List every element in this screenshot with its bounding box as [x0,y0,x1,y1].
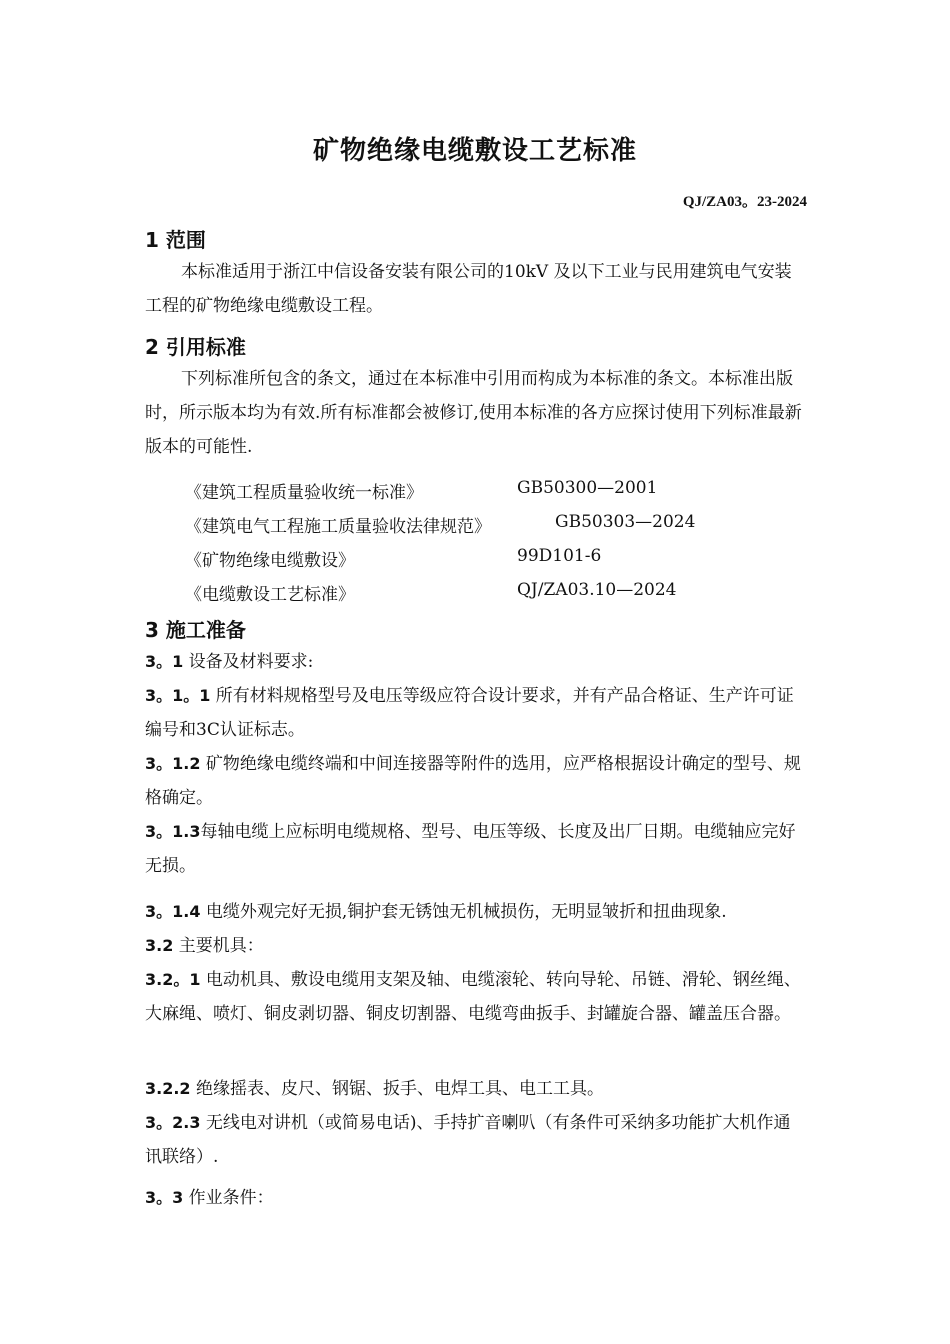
clause-number: 3。1.2 [145,754,201,773]
clause-text: 电动机具、敷设电缆用支架及轴、电缆滚轮、转向导轮、吊链、滑轮、钢丝绳、大麻绳、喷灯、铜皮剥切器、铜皮切割器、电缆弯曲扳手、封罐旋合器、罐盖压合器。 [145,970,801,1024]
clause-text: 所有材料规格型号及电压等级应符合设计要求，并有产品合格证、生产许可证编号和3C认证标志。 [145,686,794,740]
clause-number: 3。1。1 [145,686,211,705]
clause-number: 3。1 [145,652,184,671]
clause [145,679,807,747]
clause [145,895,807,929]
reference-name: 《矿物绝缘电缆敷设》 [185,551,355,571]
reference-code: QJ/ZA03.10—2024 [517,580,677,600]
reference-name: 《建筑工程质量验收统一标准》 [185,483,423,503]
clause [145,747,807,815]
clause-number: 3.2.2 [145,1079,191,1098]
clause-text: 主要机具： [173,936,264,956]
clause-text: 电缆外观完好无损,铜护套无锈蚀无机械损伤，无明显皱折和扭曲现象. [200,902,727,922]
reference-code: GB50303—2024 [555,512,696,532]
clause-text: 无线电对讲机（或简易电话)、手持扩音喇叭（有条件可采纳多功能扩大机作通讯联络）. [145,1113,791,1167]
clause [145,963,807,1031]
clause-text: 作业条件： [183,1188,274,1208]
clause-number: 3。2.3 [145,1113,201,1132]
section-heading-scope: 1 范围 [145,228,206,252]
section-heading-preparation: 3 施工准备 [145,618,246,642]
clause [145,645,807,679]
clause [145,929,807,963]
section-body-scope: 本标准适用于浙江中信设备安装有限公司的10kV 及以下工业与民用建筑电气安装工程的矿物绝缘电缆敷设工程。 [145,262,792,316]
clause-number: 3.2 [145,936,174,955]
clause [145,1072,807,1106]
reference-name: 《电缆敷设工艺标准》 [185,585,355,605]
reference-name: 《建筑电气工程施工质量验收法律规范》 [185,517,491,537]
clause-text: 设备及材料要求: [183,652,314,672]
clause [145,1181,807,1215]
document-code: QJ/ZA03。23-2024 [682,194,807,210]
clause-text: 绝缘摇表、皮尺、钢锯、扳手、电焊工具、电工工具。 [190,1079,604,1099]
reference-code: 99D101-6 [517,546,602,566]
clause-number: 3。1.4 [145,902,201,921]
reference-code: GB50300—2001 [517,478,658,498]
clause-text: 矿物绝缘电缆终端和中间连接器等附件的选用，应严格根据设计确定的型号、规格确定。 [145,754,801,808]
document-title: 矿物绝缘电缆敷设工艺标准 [312,136,637,166]
clause [145,1106,807,1174]
clause-number: 3。1.3 [145,822,201,841]
clause-text: 每轴电缆上应标明电缆规格、型号、电压等级、长度及出厂日期。电缆轴应完好无损。 [145,822,796,876]
clause [145,815,807,883]
clause-number: 3.2。1 [145,970,201,989]
section-heading-references: 2 引用标准 [145,335,246,359]
section-body-references: 下列标准所包含的条文，通过在本标准中引用而构成为本标准的条文。本标准出版时，所示版本均为有效.所有标准都会被修订,使用本标准的各方应探讨使用下列标准最新版本的可能性. [145,369,802,457]
clause-number: 3。3 [145,1188,184,1207]
